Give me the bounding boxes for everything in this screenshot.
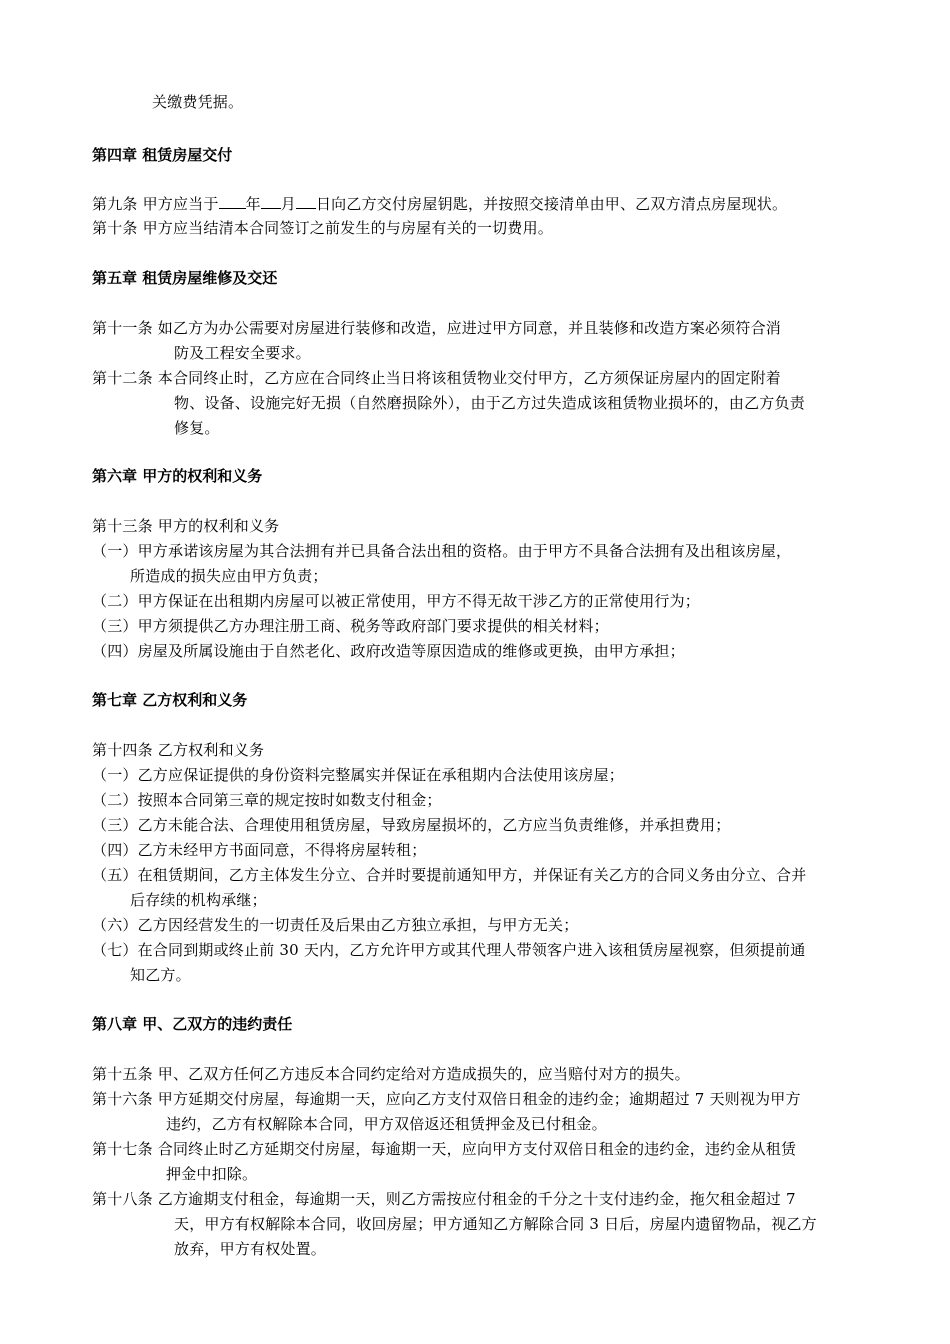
chapter-7-heading: 第七章 乙方权利和义务 — [92, 691, 248, 709]
month-blank — [261, 193, 281, 209]
chapter-4-heading: 第四章 租赁房屋交付 — [92, 146, 233, 164]
article-9 — [92, 193, 787, 214]
article-12-line-1: 第十二条 本合同终止时，乙方应在合同终止当日将该租赁物业交付甲方，乙方须保证房屋内的固定附着 — [92, 369, 781, 387]
clause-7-6: （六）乙方因经营发生的一切责任及后果由乙方独立承担，与甲方无关； — [92, 916, 579, 934]
article-10: 第十条 甲方应当结清本合同签订之前发生的与房屋有关的一切费用。 — [92, 219, 553, 237]
month-label: 月 — [280, 195, 296, 213]
article-15: 第十五条 甲、乙双方任何乙方违反本合同约定给对方造成损失的，应当赔付对方的损失。 — [92, 1065, 690, 1083]
clause-7-7-line-1: （七）在合同到期或终止前 30 天内，乙方允许甲方或其代理人带领客户进入该租赁房屋视察，但须提前通 — [92, 941, 806, 959]
clause-7-5-line-1: （五）在租赁期间，乙方主体发生分立、合并时要提前通知甲方，并保证有关乙方的合同义务由分立、合并 — [92, 866, 807, 884]
clause-6-2: （二）甲方保证在出租期内房屋可以被正常使用，甲方不得无故干涉乙方的正常使用行为； — [92, 592, 701, 610]
clause-7-3: （三）乙方未能合法、合理使用租赁房屋，导致房屋损坏的，乙方应当负责维修，并承担费用； — [92, 816, 731, 834]
article-18-line-1: 第十八条 乙方逾期支付租金，每逾期一天，则乙方需按应付租金的千分之十支付违约金，拖欠租金超过 7 — [92, 1190, 796, 1208]
clause-6-4: （四）房屋及所属设施由于自然老化、政府改造等原因造成的维修或更换，由甲方承担； — [92, 642, 685, 660]
year-blank — [219, 193, 246, 209]
article-9-text-end: 日向乙方交付房屋钥匙，并按照交接清单由甲、乙双方清点房屋现状。 — [315, 195, 788, 213]
article-12-line-3: 修复。 — [174, 419, 220, 437]
clause-6-1-line-1: （一）甲方承诺该房屋为其合法拥有并已具备合法出租的资格。由于甲方不具备合法拥有及出租该房屋， — [92, 542, 792, 560]
article-12-line-2: 物、设备、设施完好无损（自然磨损除外），由于乙方过失造成该租赁物业损坏的，由乙方负责 — [174, 394, 805, 412]
article-11-line-1: 第十一条 如乙方为办公需要对房屋进行装修和改造，应进过甲方同意，并且装修和改造方案必须符合消 — [92, 319, 781, 337]
clause-6-1-line-2: 所造成的损失应由甲方负责； — [130, 567, 328, 585]
article-18-line-3: 放弃，甲方有权处置。 — [174, 1240, 327, 1258]
clause-7-5-line-2: 后存续的机构承继； — [130, 891, 267, 909]
article-13: 第十三条 甲方的权利和义务 — [92, 517, 280, 535]
article-16-line-2: 违约，乙方有权解除本合同，甲方双倍返还租赁押金及已付租金。 — [166, 1115, 607, 1133]
clause-7-4: （四）乙方未经甲方书面同意，不得将房屋转租； — [92, 841, 427, 859]
article-16-line-1: 第十六条 甲方延期交付房屋，每逾期一天，应向乙方支付双倍日租金的违约金；逾期超过 7 天则视为甲方 — [92, 1090, 801, 1108]
article-17-line-1: 第十七条 合同终止时乙方延期交付房屋，每逾期一天，应向甲方支付双倍日租金的违约金，违约金从租赁 — [92, 1140, 797, 1158]
article-17-line-2: 押金中扣除。 — [166, 1165, 258, 1183]
article-18-line-2: 天，甲方有权解除本合同，收回房屋；甲方通知乙方解除合同 3 日后，房屋内遗留物品，视乙方 — [174, 1215, 817, 1233]
continuation-line: 关缴费凭据。 — [152, 93, 244, 111]
article-11-line-2: 防及工程安全要求。 — [174, 344, 311, 362]
clause-7-7-line-2: 知乙方。 — [130, 966, 191, 984]
clause-6-3: （三）甲方须提供乙方办理注册工商、税务等政府部门要求提供的相关材料； — [92, 617, 609, 635]
chapter-5-heading: 第五章 租赁房屋维修及交还 — [92, 269, 278, 287]
chapter-6-heading: 第六章 甲方的权利和义务 — [92, 467, 263, 485]
clause-7-1: （一）乙方应保证提供的身份资料完整属实并保证在承租期内合法使用该房屋； — [92, 766, 625, 784]
article-9-text-start: 第九条 甲方应当于 — [92, 195, 219, 213]
day-blank — [296, 193, 316, 209]
chapter-8-heading: 第八章 甲、乙双方的违约责任 — [92, 1015, 293, 1033]
article-14: 第十四条 乙方权利和义务 — [92, 741, 265, 759]
clause-7-2: （二）按照本合同第三章的规定按时如数支付租金； — [92, 791, 442, 809]
year-label: 年 — [245, 195, 261, 213]
